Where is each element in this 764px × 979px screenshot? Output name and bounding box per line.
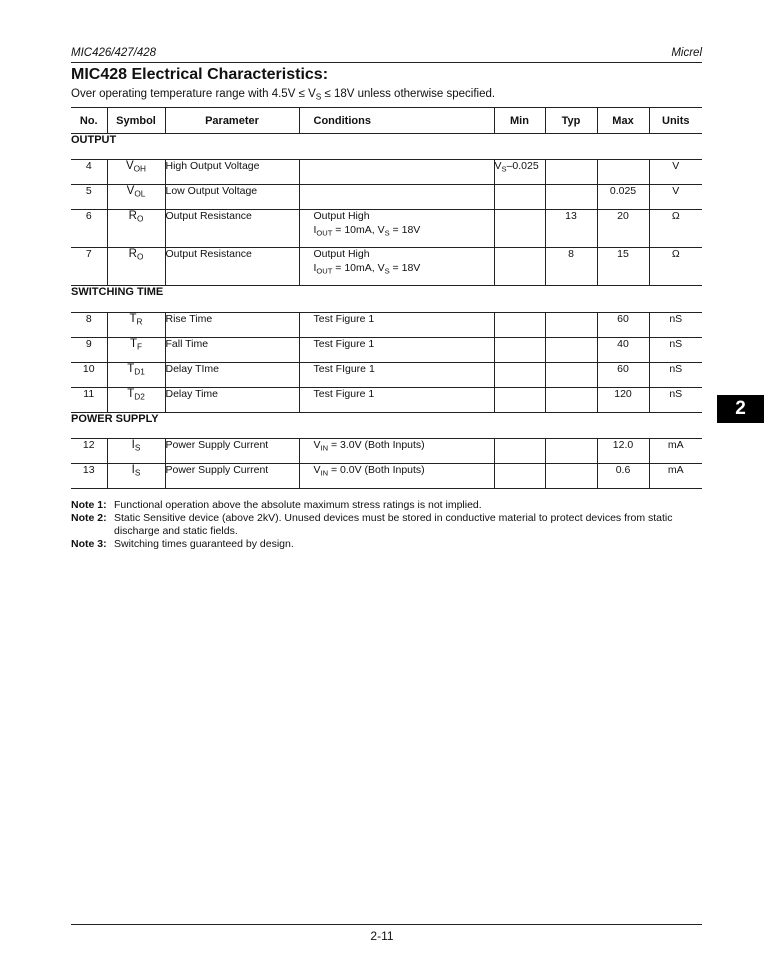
cell-symbol: $I_S$ xyxy=(107,439,165,464)
cell-conditions: Test Figure 1 xyxy=(299,338,494,363)
cell-typ: 8 xyxy=(545,248,597,286)
cell-units: nS xyxy=(649,363,702,388)
table-row xyxy=(71,185,702,210)
cell-max: 60 xyxy=(597,363,649,388)
cell-units: nS xyxy=(649,313,702,338)
cell-min xyxy=(494,439,545,464)
cell-typ xyxy=(545,313,597,338)
cell-max: 15 xyxy=(597,248,649,286)
cell-max: 12.0 xyxy=(597,439,649,464)
section-title: MIC428 Electrical Characteristics: xyxy=(71,66,329,83)
cell-units: nS xyxy=(649,338,702,363)
table-row xyxy=(71,388,702,413)
cell-parameter: Output Resistance xyxy=(165,210,299,248)
cell-parameter: Delay Time xyxy=(165,388,299,413)
cell-conditions: $V_{IN} = 0.0V$ (Both Inputs) xyxy=(299,464,494,489)
cell-no: 4 xyxy=(71,160,107,185)
cell-parameter: Power Supply Current xyxy=(165,439,299,464)
cell-parameter: Low Output Voltage xyxy=(165,185,299,210)
cell-min: $V_S-0.025$ xyxy=(494,160,545,185)
cell-no: 9 xyxy=(71,338,107,363)
table-row xyxy=(71,248,702,286)
cell-units: mA xyxy=(649,464,702,489)
cell-parameter: Fall Time xyxy=(165,338,299,363)
cell-min xyxy=(494,363,545,388)
electrical-characteristics-table xyxy=(71,107,702,489)
cell-typ xyxy=(545,388,597,413)
table-row xyxy=(71,313,702,338)
cell-parameter: Power Supply Current xyxy=(165,464,299,489)
cell-conditions: Test FIgure 1 xyxy=(299,363,494,388)
cell-units: Ω xyxy=(649,248,702,286)
cell-typ: 13 xyxy=(545,210,597,248)
cell-conditions xyxy=(299,160,494,185)
cell-conditions xyxy=(299,185,494,210)
col-header-conditions: Conditions xyxy=(299,108,494,134)
cell-max: 0.025 xyxy=(597,185,649,210)
note-item: Note 3: Switching times guaranteed by design. xyxy=(71,538,294,550)
cell-min xyxy=(494,185,545,210)
section-row-output: OUTPUT xyxy=(71,134,702,160)
cell-symbol: $T_{D2}$ xyxy=(107,388,165,413)
cell-symbol: $T_R$ xyxy=(107,313,165,338)
footer-rule xyxy=(71,924,702,925)
col-header-symbol: Symbol xyxy=(107,108,165,134)
cell-units: V xyxy=(649,185,702,210)
header-part-number: MIC426/427/428 xyxy=(71,47,157,59)
cell-max: 60 xyxy=(597,313,649,338)
cell-no: 12 xyxy=(71,439,107,464)
table-header-row xyxy=(71,108,702,134)
col-header-no: No. xyxy=(71,108,107,134)
cell-symbol: $T_F$ xyxy=(107,338,165,363)
table-row xyxy=(71,464,702,489)
note-item: Note 2: Static Sensitive device (above 2kV). Unused devices must be stored in conductive material to protect devices from static discharge and static fields. xyxy=(71,512,673,537)
cell-max: 20 xyxy=(597,210,649,248)
cell-no: 7 xyxy=(71,248,107,286)
cell-max: 0.6 xyxy=(597,464,649,489)
cell-typ xyxy=(545,363,597,388)
cell-symbol: $V_{OH}$ xyxy=(107,160,165,185)
cell-min xyxy=(494,248,545,286)
cell-symbol: $T_{D1}$ xyxy=(107,363,165,388)
cell-symbol: $V_{OL}$ xyxy=(107,185,165,210)
cell-symbol: $R_O$ xyxy=(107,210,165,248)
col-header-units: Units xyxy=(649,108,702,134)
cell-parameter: Delay TIme xyxy=(165,363,299,388)
page-number: 2-11 xyxy=(370,929,394,943)
cell-min xyxy=(494,464,545,489)
table-row xyxy=(71,210,702,248)
table-row xyxy=(71,338,702,363)
table-row xyxy=(71,439,702,464)
cell-units: Ω xyxy=(649,210,702,248)
col-header-parameter: Parameter xyxy=(165,108,299,134)
note-item: Note 1: Functional operation above the absolute maximum stress ratings is not implied. xyxy=(71,499,482,511)
cell-conditions: Output High $I_{OUT} = 10mA$, $V_S = 18V$ xyxy=(299,248,494,286)
cell-min xyxy=(494,338,545,363)
cell-no: 8 xyxy=(71,313,107,338)
cell-min xyxy=(494,210,545,248)
cell-min xyxy=(494,313,545,338)
cell-typ xyxy=(545,439,597,464)
cell-typ xyxy=(545,160,597,185)
table-row xyxy=(71,160,702,185)
section-subtitle: Over operating temperature range with $4.5V \le V_S \le 18V$ unless otherwise specified. xyxy=(71,88,496,102)
table-row xyxy=(71,363,702,388)
cell-units: mA xyxy=(649,439,702,464)
section-row-power-supply: POWER SUPPLY xyxy=(71,413,702,439)
cell-parameter: Rise Time xyxy=(165,313,299,338)
running-header xyxy=(71,47,702,63)
cell-conditions: Output High $I_{OUT} = 10mA$, $V_S = 18V$ xyxy=(299,210,494,248)
cell-parameter: High Output Voltage xyxy=(165,160,299,185)
section-row-switching-time: SWITCHING TIME xyxy=(71,286,702,313)
cell-conditions: Test Figure 1 xyxy=(299,313,494,338)
notes xyxy=(71,499,711,551)
cell-conditions: $V_{IN} = 3.0V$ (Both Inputs) xyxy=(299,439,494,464)
cell-symbol: $R_O$ xyxy=(107,248,165,286)
cell-typ xyxy=(545,185,597,210)
cell-units: V xyxy=(649,160,702,185)
cell-no: 10 xyxy=(71,363,107,388)
cell-parameter: Output Resistance xyxy=(165,248,299,286)
header-brand: Micrel xyxy=(671,47,702,59)
col-header-max: Max xyxy=(597,108,649,134)
cell-no: 13 xyxy=(71,464,107,489)
cell-max: 120 xyxy=(597,388,649,413)
cell-typ xyxy=(545,338,597,363)
cell-max: 40 xyxy=(597,338,649,363)
col-header-typ: Typ xyxy=(545,108,597,134)
col-header-min: Min xyxy=(494,108,545,134)
cell-min xyxy=(494,388,545,413)
cell-no: 5 xyxy=(71,185,107,210)
cell-conditions: Test Figure 1 xyxy=(299,388,494,413)
section-tab-marker: 2 xyxy=(717,395,764,423)
cell-units: nS xyxy=(649,388,702,413)
cell-no: 11 xyxy=(71,388,107,413)
cell-max xyxy=(597,160,649,185)
cell-symbol: $I_S$ xyxy=(107,464,165,489)
cell-no: 6 xyxy=(71,210,107,248)
cell-typ xyxy=(545,464,597,489)
